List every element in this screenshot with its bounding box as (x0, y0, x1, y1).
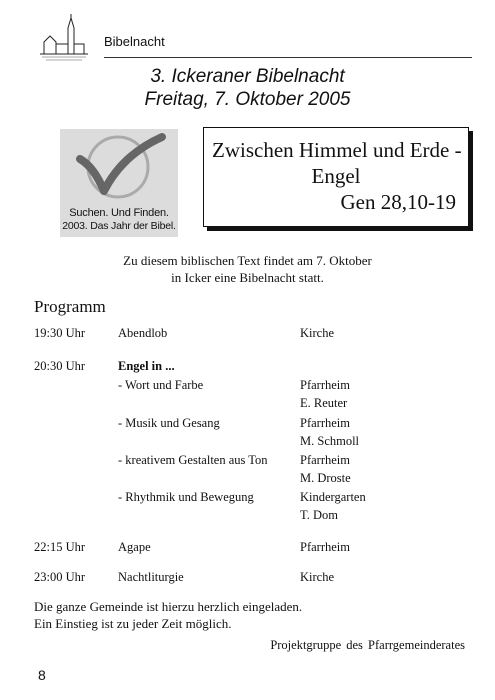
program-heading: Programm (34, 297, 106, 316)
program-person: E. Reuter (300, 396, 348, 410)
program-person: M. Schmoll (300, 434, 360, 448)
header-divider (104, 57, 472, 58)
program-title: - Musik und Gesang (118, 416, 220, 430)
page-number: 8 (38, 667, 46, 683)
program-time: 23:00 Uhr (34, 570, 86, 584)
closing-text: Die ganze Gemeinde ist hierzu herzlich eingeladen. (34, 599, 303, 614)
theme-subtitle: Engel (311, 164, 361, 188)
program-place: Kirche (300, 570, 335, 584)
program-title: Nachtliturgie (118, 570, 184, 584)
program-time: 22:15 Uhr (34, 540, 86, 554)
program-place: Kirche (300, 326, 335, 340)
program-time: 20:30 Uhr (34, 359, 86, 373)
church-logo (40, 14, 88, 62)
closing-text: Ein Einstieg ist zu jeder Zeit möglich. (34, 616, 232, 631)
program-place: Pfarrheim (300, 378, 350, 392)
theme-title: Zwischen Himmel und Erde - (212, 138, 462, 162)
program-place: Pfarrheim (300, 453, 350, 467)
program-title: - Wort und Farbe (118, 378, 204, 392)
program-person: T. Dom (300, 508, 338, 522)
intro-text: in Icker eine Bibelnacht statt. (171, 270, 324, 285)
header-title: Bibelnacht (104, 34, 165, 49)
campaign-year: 2003. Das Jahr der Bibel. (62, 220, 176, 232)
intro-text: Zu diesem biblischen Text findet am 7. Oktober (123, 253, 372, 268)
event-title: 3. Ickeraner Bibelnacht (150, 66, 345, 87)
church-icon (40, 14, 88, 62)
signature: Projektgruppe des Pfarrgemeinderates (270, 638, 465, 652)
program-title: Agape (118, 540, 151, 554)
program-place: Pfarrheim (300, 540, 350, 554)
program-title: Engel in ... (118, 359, 175, 373)
program-place: Pfarrheim (300, 416, 350, 430)
campaign-slogan: Suchen. Und Finden. (69, 207, 169, 219)
bible-reference: Gen 28,10-19 (340, 190, 456, 214)
theme-box (203, 127, 469, 227)
program-time: 19:30 Uhr (34, 326, 86, 340)
program-title: Abendlob (118, 326, 168, 340)
year-of-bible-logo (60, 129, 178, 237)
program-place: Kindergarten (300, 490, 366, 504)
checkmark-icon (60, 129, 178, 209)
event-date: Freitag, 7. Oktober 2005 (144, 89, 351, 110)
program-title: - kreativem Gestalten aus Ton (118, 453, 268, 467)
program-person: M. Droste (300, 471, 351, 485)
program-title: - Rhythmik und Bewegung (118, 490, 254, 504)
